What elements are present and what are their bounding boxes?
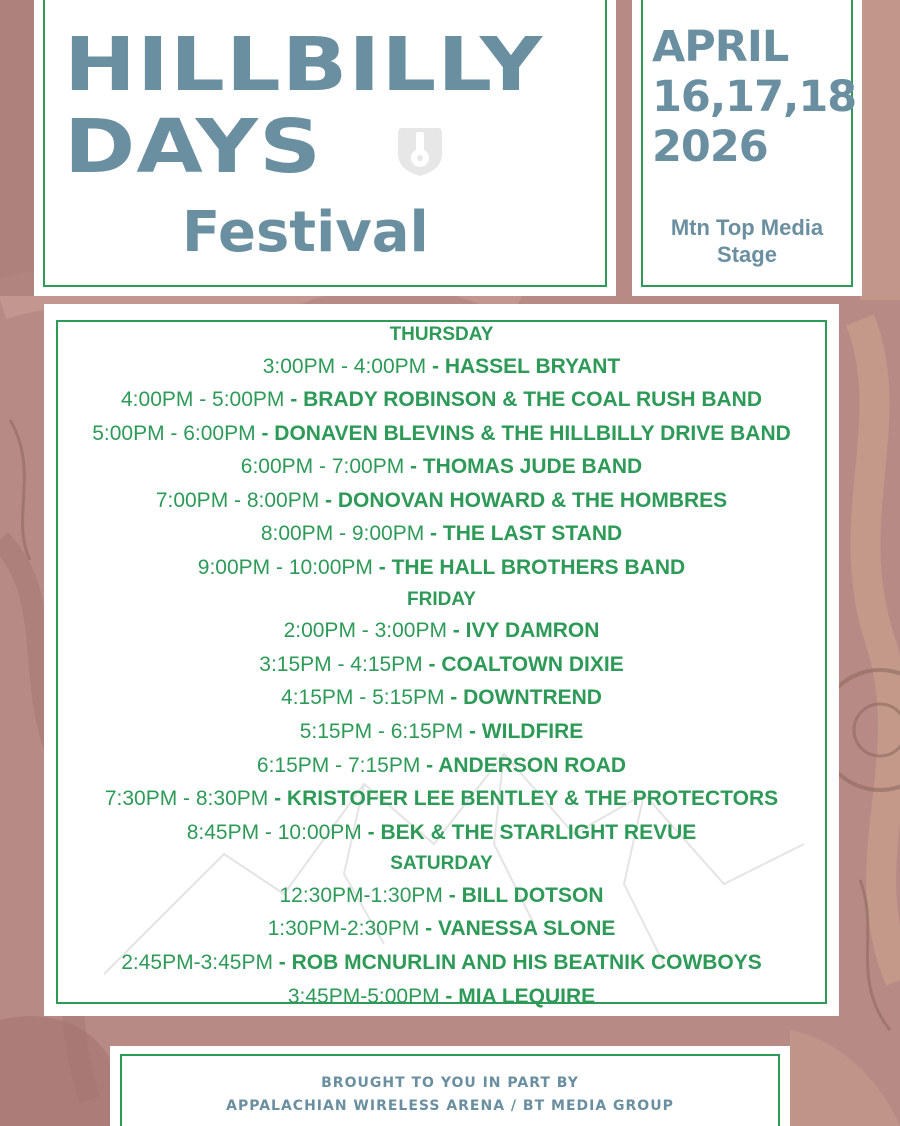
slot-act: KRISTOFER LEE BENTLEY & THE PROTECTORS — [286, 787, 779, 811]
slot-separator: - — [439, 984, 459, 1008]
schedule-slot — [44, 383, 839, 417]
slot-time: 4:15PM - 5:15PM — [281, 686, 445, 710]
schedule-slot — [44, 946, 839, 980]
guitar-badge-icon — [390, 120, 450, 180]
slot-act: HASSEL BRYANT — [444, 354, 621, 378]
slot-time: 8:00PM - 9:00PM — [260, 522, 425, 546]
slot-time: 3:45PM-5:00PM — [287, 984, 440, 1008]
date-days: 16,17,18 — [652, 72, 857, 122]
slot-time: 12:30PM-1:30PM — [279, 883, 443, 907]
slot-act: BEK & THE STARLIGHT REVUE — [380, 820, 697, 844]
festival-title-line-3: Festival — [182, 200, 429, 265]
slot-separator: - — [255, 421, 275, 445]
slot-act: DOWNTREND — [463, 686, 602, 710]
schedule-slot — [44, 715, 839, 749]
date-year: 2026 — [652, 122, 768, 172]
sponsor-card — [110, 1046, 790, 1126]
festival-title-line-1: HILLBILLY — [64, 22, 544, 108]
date-card — [632, 0, 862, 296]
schedule-slot — [44, 517, 839, 551]
slot-separator: - — [419, 917, 439, 941]
slot-separator: - — [422, 652, 442, 676]
title-card — [34, 0, 616, 296]
festival-title-line-2: DAYS — [64, 104, 323, 190]
sponsor-text — [110, 1072, 790, 1118]
schedule-slot — [44, 681, 839, 715]
schedule-slot — [44, 551, 839, 585]
slot-separator: - — [420, 753, 439, 777]
slot-act: DONAVEN BLEVINS & THE HILLBILLY DRIVE BAND — [274, 421, 791, 445]
slot-separator: - — [442, 883, 462, 907]
slot-separator: - — [361, 820, 381, 844]
slot-act: WILDFIRE — [481, 719, 584, 743]
schedule-slot — [44, 648, 839, 682]
schedule-slot — [44, 614, 839, 648]
day-heading-saturday: SATURDAY — [390, 853, 493, 875]
slot-separator: - — [272, 951, 292, 974]
slot-time: 6:00PM - 7:00PM — [240, 455, 405, 479]
schedule-slot — [44, 782, 839, 816]
stage-label: Mtn Top Media Stage — [670, 215, 824, 267]
slot-act: ROB MCNURLIN AND HIS BEATNIK COWBOYS — [291, 951, 762, 974]
schedule-slot — [44, 350, 839, 384]
slot-separator: - — [284, 388, 304, 412]
schedule-slot — [44, 417, 839, 451]
schedule-slot — [44, 484, 839, 518]
date-month: APRIL — [652, 22, 789, 72]
slot-time: 1:30PM-2:30PM — [267, 917, 420, 941]
schedule-card — [44, 304, 839, 1016]
schedule-slot — [44, 980, 839, 1008]
slot-act: IVY DAMRON — [465, 619, 600, 643]
schedule-list — [44, 320, 839, 1008]
slot-time: 3:00PM - 4:00PM — [262, 354, 427, 378]
schedule-slot — [44, 912, 839, 946]
slot-act: MIA LEQUIRE — [458, 984, 596, 1008]
slot-time: 2:00PM - 3:00PM — [283, 619, 447, 643]
schedule-slot — [44, 879, 839, 913]
day-heading-thursday: THURSDAY — [389, 324, 494, 345]
schedule-slot — [44, 450, 839, 484]
slot-time: 7:00PM - 8:00PM — [155, 488, 320, 512]
slot-separator: - — [444, 686, 464, 710]
slot-act: BILL DOTSON — [461, 883, 604, 907]
slot-time: 8:45PM - 10:00PM — [186, 820, 362, 844]
slot-act: THOMAS JUDE BAND — [422, 455, 643, 479]
slot-separator: - — [268, 787, 287, 811]
sponsor-line-1: BROUGHT TO YOU IN PART BY — [321, 1075, 579, 1091]
slot-act: ANDERSON ROAD — [438, 753, 627, 777]
slot-act: COALTOWN DIXIE — [441, 652, 624, 676]
slot-separator: - — [424, 522, 443, 546]
slot-time: 3:15PM - 4:15PM — [259, 652, 423, 676]
schedule-slot — [44, 816, 839, 850]
slot-time: 6:15PM - 7:15PM — [256, 753, 421, 777]
schedule-slot — [44, 749, 839, 783]
slot-separator: - — [404, 455, 423, 479]
slot-separator: - — [463, 719, 482, 743]
slot-act: VANESSA SLONE — [438, 917, 616, 941]
sponsor-line-2: APPALACHIAN WIRELESS ARENA / BT MEDIA GROUP — [226, 1098, 674, 1114]
slot-separator: - — [426, 354, 445, 378]
slot-time: 2:45PM-3:45PM — [121, 951, 273, 974]
slot-act: THE HALL BROTHERS BAND — [391, 556, 686, 580]
slot-act: DONOVAN HOWARD & THE HOMBRES — [337, 488, 728, 512]
slot-act: BRADY ROBINSON & THE COAL RUSH BAND — [303, 388, 762, 412]
slot-separator: - — [372, 556, 392, 580]
slot-time: 7:30PM - 8:30PM — [104, 787, 269, 811]
slot-act: THE LAST STAND — [442, 522, 623, 546]
slot-time: 5:00PM - 6:00PM — [92, 421, 256, 445]
slot-time: 9:00PM - 10:00PM — [197, 556, 373, 580]
day-heading-friday: FRIDAY — [407, 588, 476, 610]
slot-separator: - — [319, 488, 338, 512]
slot-separator: - — [446, 619, 466, 643]
slot-time: 5:15PM - 6:15PM — [299, 719, 464, 743]
slot-time: 4:00PM - 5:00PM — [121, 388, 285, 412]
